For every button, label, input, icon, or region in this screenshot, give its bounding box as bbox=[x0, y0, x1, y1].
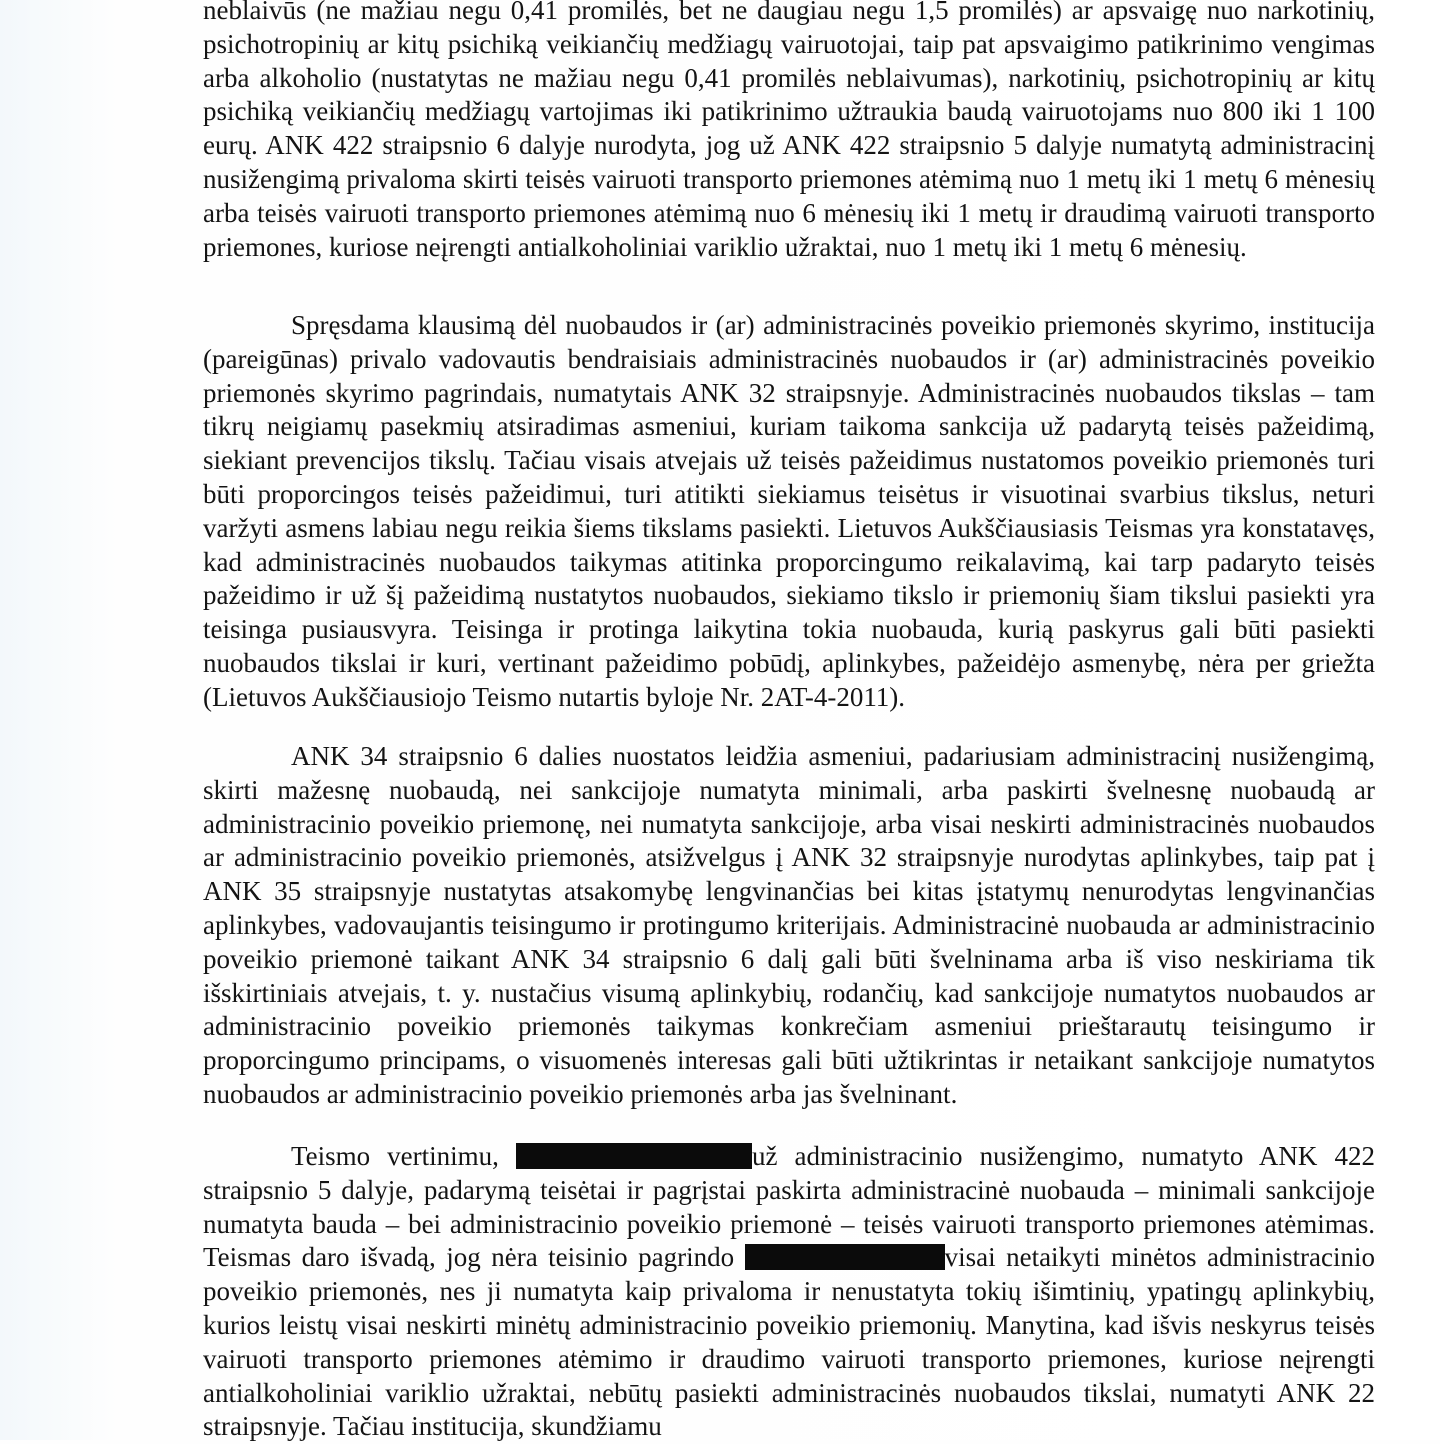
redaction-bar bbox=[516, 1143, 752, 1169]
paragraph-4-text-end: visai netaikyti minėtos administracinio poveikio priemonės, nes ji numatyta kaip privaloma ir nenustatyta tokių išimtinių, ypatingų aplinkybių, kurios leistų visai neskirti minėtų administracinio poveikio priemonių. Manytina, kad išvis neskyrus teisės vairuoti transporto priemones atėmimo ir draudimo vairuoti transporto priemones, kuriose neįrengti antialkoholiniai variklio užraktai, nebūtų pasiekti administracinės nuobaudos tikslai, numatyti ANK 22 straipsnyje. Tačiau institucija, skundžiamu bbox=[203, 1242, 1375, 1442]
paragraph-3-text: ANK 34 straipsnio 6 dalies nuostatos leidžia asmeniui, padariusiam administracinį nusižengimą, skirti mažesnę nuobaudą, nei sankcijoje numatyta minimali, arba paskirti švelnesnę nuobaudą ar administracinio poveikio priemonę, nei numatyta sankcijoje, arba visai neskirti administracinės nuobaudos ar administracinio poveikio priemonės, atsižvelgus į ANK 32 straipsnyje nurodytas aplinkybes, taip pat į ANK 35 straipsnyje nustatytas atsakomybę lengvinančias bei kitas įstatymų nenurodytas lengvinančias aplinkybes, vadovaujantis teisingumo ir protingumo kriterijais. Administracinė nuobauda ar administracinio poveikio priemonė taikant ANK 34 straipsnio 6 dalį gali būti švelninama arba iš viso neskiriama tik išskirtiniais atvejais, t. y. nustačius visumą aplinkybių, rodančių, kad sankcijoje numatytos nuobaudos ar administracinio poveikio priemonės taikymas konkrečiam asmeniui prieštarautų teisingumo ir proporcingumo principams, o visuomenės interesas gali būti užtikrintas ir netaikant sankcijoje numatytos nuobaudos ar administracinio poveikio priemonės arba jas švelninant. bbox=[203, 741, 1375, 1109]
paragraph-4 bbox=[203, 1140, 1375, 1444]
redaction-bar bbox=[745, 1244, 945, 1270]
paragraph-1-text: neblaivūs (ne mažiau negu 0,41 promilės, bet ne daugiau negu 1,5 promilės) ar apsvaigę nuo narkotinių, psichotropinių ar kitų psichiką veikiančių medžiagų vairuotojai, taip pat apsvaigimo patikrinimo vengimas arba alkoholio (nustatytas ne mažiau negu 0,41 promilės neblaivumas), narkotinių, psichotropinių ar kitų psichiką veikiančių medžiagų vartojimas iki patikrinimo užtraukia baudą vairuotojams nuo 800 iki 1 100 eurų. ANK 422 straipsnio 6 dalyje nurodyta, jog už ANK 422 straipsnio 5 dalyje numatytą administracinį nusižengimą privaloma skirti teisės vairuoti transporto priemones atėmimą nuo 1 metų iki 1 metų 6 mėnesių arba teisės vairuoti transporto priemones atėmimą nuo 6 mėnesių iki 1 metų ir draudimą vairuoti transporto priemones, kuriose neįrengti antialkoholiniai variklio užraktai, nuo 1 metų iki 1 metų 6 mėnesių. bbox=[203, 0, 1375, 262]
paragraph-4-text-start: Teismo vertinimu, bbox=[291, 1141, 516, 1171]
paragraph-2 bbox=[203, 309, 1375, 715]
paragraph-3 bbox=[203, 740, 1375, 1112]
paragraph-1 bbox=[203, 0, 1375, 264]
paragraph-4-text-middle: už administracinio nusižengimo, numatyto ANK 422 straipsnio 5 dalyje, padarymą teisėtai ir pagrįstai paskirta administracinė nuobauda – minimali sankcijoje numatyta bauda – bei administracinio poveikio priemonė – teisės vairuoti transporto priemones atėmimas. Teismas daro išvadą, jog nėra teisinio pagrindo bbox=[203, 1141, 1375, 1273]
paragraph-2-text: Spręsdama klausimą dėl nuobaudos ir (ar) administracinės poveikio priemonės skyrimo, institucija (pareigūnas) privalo vadovautis bendraisiais administracinės nuobaudos ir (ar) administracinės poveikio priemonės skyrimo pagrindais, numatytais ANK 32 straipsnyje. Administracinės nuobaudos tikslas – tam tikrų neigiamų pasekmių atsiradimas asmeniui, kuriam taikoma sankcija už padarytą teisės pažeidimą, siekiant prevencijos tikslų. Tačiau visais atvejais už teisės pažeidimus nustatomos poveikio priemonės turi būti proporcingos teisės pažeidimui, turi atitikti siekiamus teisėtus ir visuotinai svarbius tikslus, neturi varžyti asmens labiau negu reikia šiems tikslams pasiekti. Lietuvos Aukščiausiasis Teismas yra konstatavęs, kad administracinės nuobaudos taikymas atitinka proporcingumo reikalavimą, kai tarp padaryto teisės pažeidimo ir už šį pažeidimą nustatytos nuobaudos, siekiamo tikslo ir priemonių šiam tikslui pasiekti yra teisinga pusiausvyra. Teisinga ir protinga laikytina tokia nuobauda, kurią paskyrus gali būti pasiekti nuobaudos tikslai ir kuri, vertinant pažeidimo pobūdį, aplinkybes, pažeidėjo asmenybę, nėra per griežta (Lietuvos Aukščiausiojo Teismo nutartis byloje Nr. 2AT-4-2011). bbox=[203, 310, 1375, 712]
